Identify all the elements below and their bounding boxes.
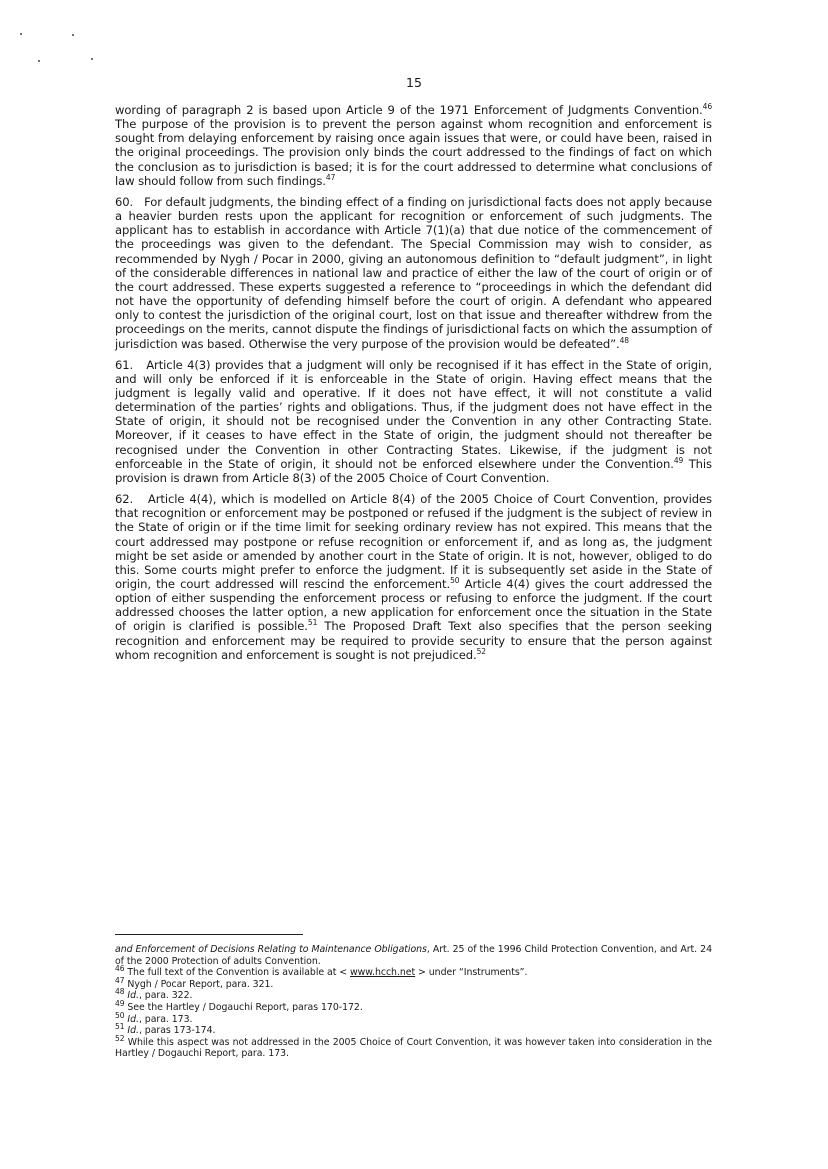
text-run: Article 4(4) gives the court addressed the option of either suspending the enforcement process or refusing to enforce the judgment. If the court addressed chooses the latter option, a new application for enforcement once the situation in the State of origin is clarified is possible. <box>115 577 712 634</box>
text-run: , Art. 25 of the 1996 Child Protection Convention, and Art. 24 of the 2000 Protection of adults Convention. <box>115 944 712 967</box>
text-run: , paras 173-174. <box>138 1025 216 1037</box>
footnote-reference: 47 <box>115 975 125 985</box>
footnote-separator <box>115 934 303 935</box>
text-run: The Proposed Draft Text also specifies that the person seeking recognition and enforcement may be required to provide security to ensure that the person against whom recognition and enforcement is sought is not prejudiced. <box>115 619 712 662</box>
footnote-reference: 51 <box>307 618 318 628</box>
text-run: , para. 322. <box>138 990 193 1002</box>
italic-text: Id. <box>127 1025 139 1037</box>
text-run: > under “Instruments”. <box>415 967 528 979</box>
website-link[interactable]: www.hcch.net <box>350 967 416 979</box>
text-run: , para. 173. <box>138 1013 193 1025</box>
text-run: See the Hartley / Dogauchi Report, paras 170-172. <box>124 1001 363 1013</box>
footnote-reference: 48 <box>115 987 125 997</box>
text-run: While this aspect was not addressed in the 2005 Choice of Court Convention, it was however taken into consideration in the Hartley / Dogauchi Report, para. 173. <box>115 1036 712 1060</box>
footnote-reference: 50 <box>115 1010 125 1020</box>
paragraph-62 <box>115 492 712 662</box>
body-text <box>115 103 712 669</box>
text-run: Nygh / Pocar Report, para. 321. <box>124 978 274 990</box>
footnote-reference: 52 <box>476 646 486 656</box>
scan-artifact-dot <box>72 34 74 36</box>
footnote-reference: 50 <box>450 576 460 586</box>
footnote-reference: 49 <box>115 998 125 1008</box>
text-run: The full text of the Convention is available at < <box>124 967 351 979</box>
text-run: 60. For default judgments, the binding effect of a finding on jurisdictional facts does not apply because a heavier burden rests upon the applicant for recognition or enforcement of such judgments. The applicant has to establish in accordance with Article 7(1)(a) that due notice of the commencement of the proceedings was given to the defendant. The Special Commission may wish to consider, as recommended by Nygh / Pocar in 2000, giving an autonomous definition to “default judgment”, in light of the considerable differences in national law and practice of either the law of the court of origin or of the court addressed. These experts suggested a reference to “proceedings in which the defendant did not have the opportunity of defending himself before the court of origin. A defendant who appeared only to contest the jurisdiction of the original court, lost on that issue and thereafter withdrew from the proceedings on the merits, cannot dispute the findings of jurisdictional facts on which the assumption of jurisdiction was based. Otherwise the very purpose of the provision would be defeated”. <box>115 194 712 351</box>
scan-artifact-dot <box>91 58 93 60</box>
footnote <box>115 998 712 1014</box>
footnote-reference: 46 <box>115 964 125 974</box>
italic-text: Id. <box>127 1013 139 1025</box>
italic-text: and Enforcement of Decisions Relating to Maintenance Obligations <box>115 944 427 955</box>
text-run: The purpose of the provision is to prevent the person against whom recognition and enforcement is sought from delaying enforcement by raising once again issues that were, or could have been, raised in the original proceedings. The provision only binds the court addressed to the findings of fact on which the conclusion as to jurisdiction is based; it is for the court addressed to determine what conclusions of law should follow from such findings. <box>115 117 712 188</box>
text-run: wording of paragraph 2 is based upon Article 9 of the 1971 Enforcement of Judgments Convention. <box>115 103 703 117</box>
footnote <box>115 1033 712 1060</box>
footnote-reference: 48 <box>619 335 629 345</box>
italic-text: Id. <box>127 990 139 1002</box>
footnote-reference: 49 <box>673 455 684 465</box>
footnote <box>115 964 712 979</box>
footnote <box>115 987 712 1002</box>
text-run: This provision is drawn from Article 8(3) of the 2005 Choice of Court Convention. <box>115 456 712 485</box>
footnote <box>115 1022 712 1037</box>
text-run: 62. Article 4(4), which is modelled on Article 8(4) of the 2005 Choice of Court Convention, provides that recognition or enforcement may be postponed or refused if the judgment is the subject of review in the State of origin or if the time limit for seeking ordinary review has not expired. This means that the court addressed may postpone or refuse recognition or enforcement if, and as long as, the judgment might be set aside or amended by another court in the State of origin. It is not, however, obliged to do this. Some courts might prefer to enforce the judgment. If it is subsequently set aside in the State of origin, the court addressed will rescind the enforcement. <box>115 492 712 591</box>
scan-artifact-dot <box>20 33 22 35</box>
footnote <box>115 944 712 967</box>
paragraph-60 <box>115 195 712 351</box>
page-number: 15 <box>406 75 422 90</box>
footnote-reference: 47 <box>325 172 336 182</box>
footnote <box>115 1010 712 1026</box>
text-run: 61. Article 4(3) provides that a judgment will only be recognised if it has effect in the State of origin, and will only be enforced if it is enforceable in the State of origin. Having effect means that the judgment is legally valid and operative. If it does not have effect, it will not constitute a valid determination of the parties’ rights and obligations. Thus, if the judgment does not have effect in the State of origin, it should not be recognised under the Convention in any other Contracting State. Moreover, if it ceases to have effect in the State of origin, the judgment should not thereafter be recognised under the Convention in other Contracting States. Likewise, if the judgment is not enforceable in the State of origin, it should not be enforced elsewhere under the Convention. <box>115 357 712 471</box>
footnote <box>115 975 712 991</box>
paragraph <box>115 103 712 188</box>
footnote-reference: 51 <box>115 1022 125 1032</box>
footnote-reference: 52 <box>115 1033 125 1043</box>
paragraph-61 <box>115 358 712 485</box>
footnotes <box>115 944 712 1060</box>
footnote-reference: 46 <box>702 102 712 112</box>
scan-artifact-dot <box>38 60 40 62</box>
